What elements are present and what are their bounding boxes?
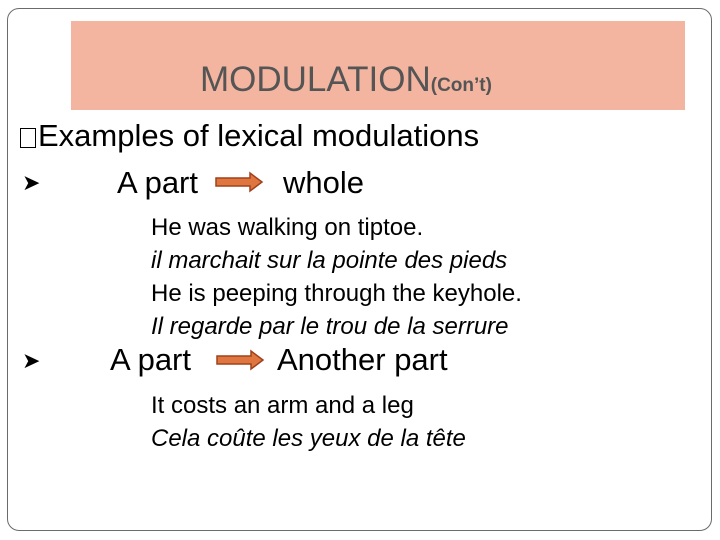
example-line: He is peeping through the keyhole.: [151, 280, 522, 307]
example-line-translation: Il regarde par le trou de la serrure: [151, 313, 509, 340]
title-suffix: (Con’t): [430, 75, 492, 96]
arrowhead-bullet-icon: ➤: [22, 348, 41, 373]
bullet-1-to: whole: [283, 165, 364, 200]
example-line: It costs an arm and a leg: [151, 392, 414, 419]
missing-glyph-box-icon: [20, 128, 36, 148]
heading-line: [20, 118, 479, 154]
arrowhead-bullet-icon: ➤: [22, 170, 41, 195]
example-line: He was walking on tiptoe.: [151, 214, 424, 241]
heading-text: Examples of lexical modulations: [38, 118, 480, 153]
right-arrow-icon: [215, 349, 265, 371]
title-main: MODULATION: [200, 60, 431, 99]
bullet-1-from: A part: [117, 165, 198, 200]
bullet-2-to: Another part: [277, 342, 448, 377]
example-line-translation: il marchait sur la pointe des pieds: [151, 247, 508, 274]
slide-title: [200, 60, 492, 100]
bullet-2-from: A part: [110, 342, 191, 377]
example-line-translation: Cela coûte les yeux de la tête: [151, 425, 466, 452]
right-arrow-icon: [214, 171, 264, 193]
